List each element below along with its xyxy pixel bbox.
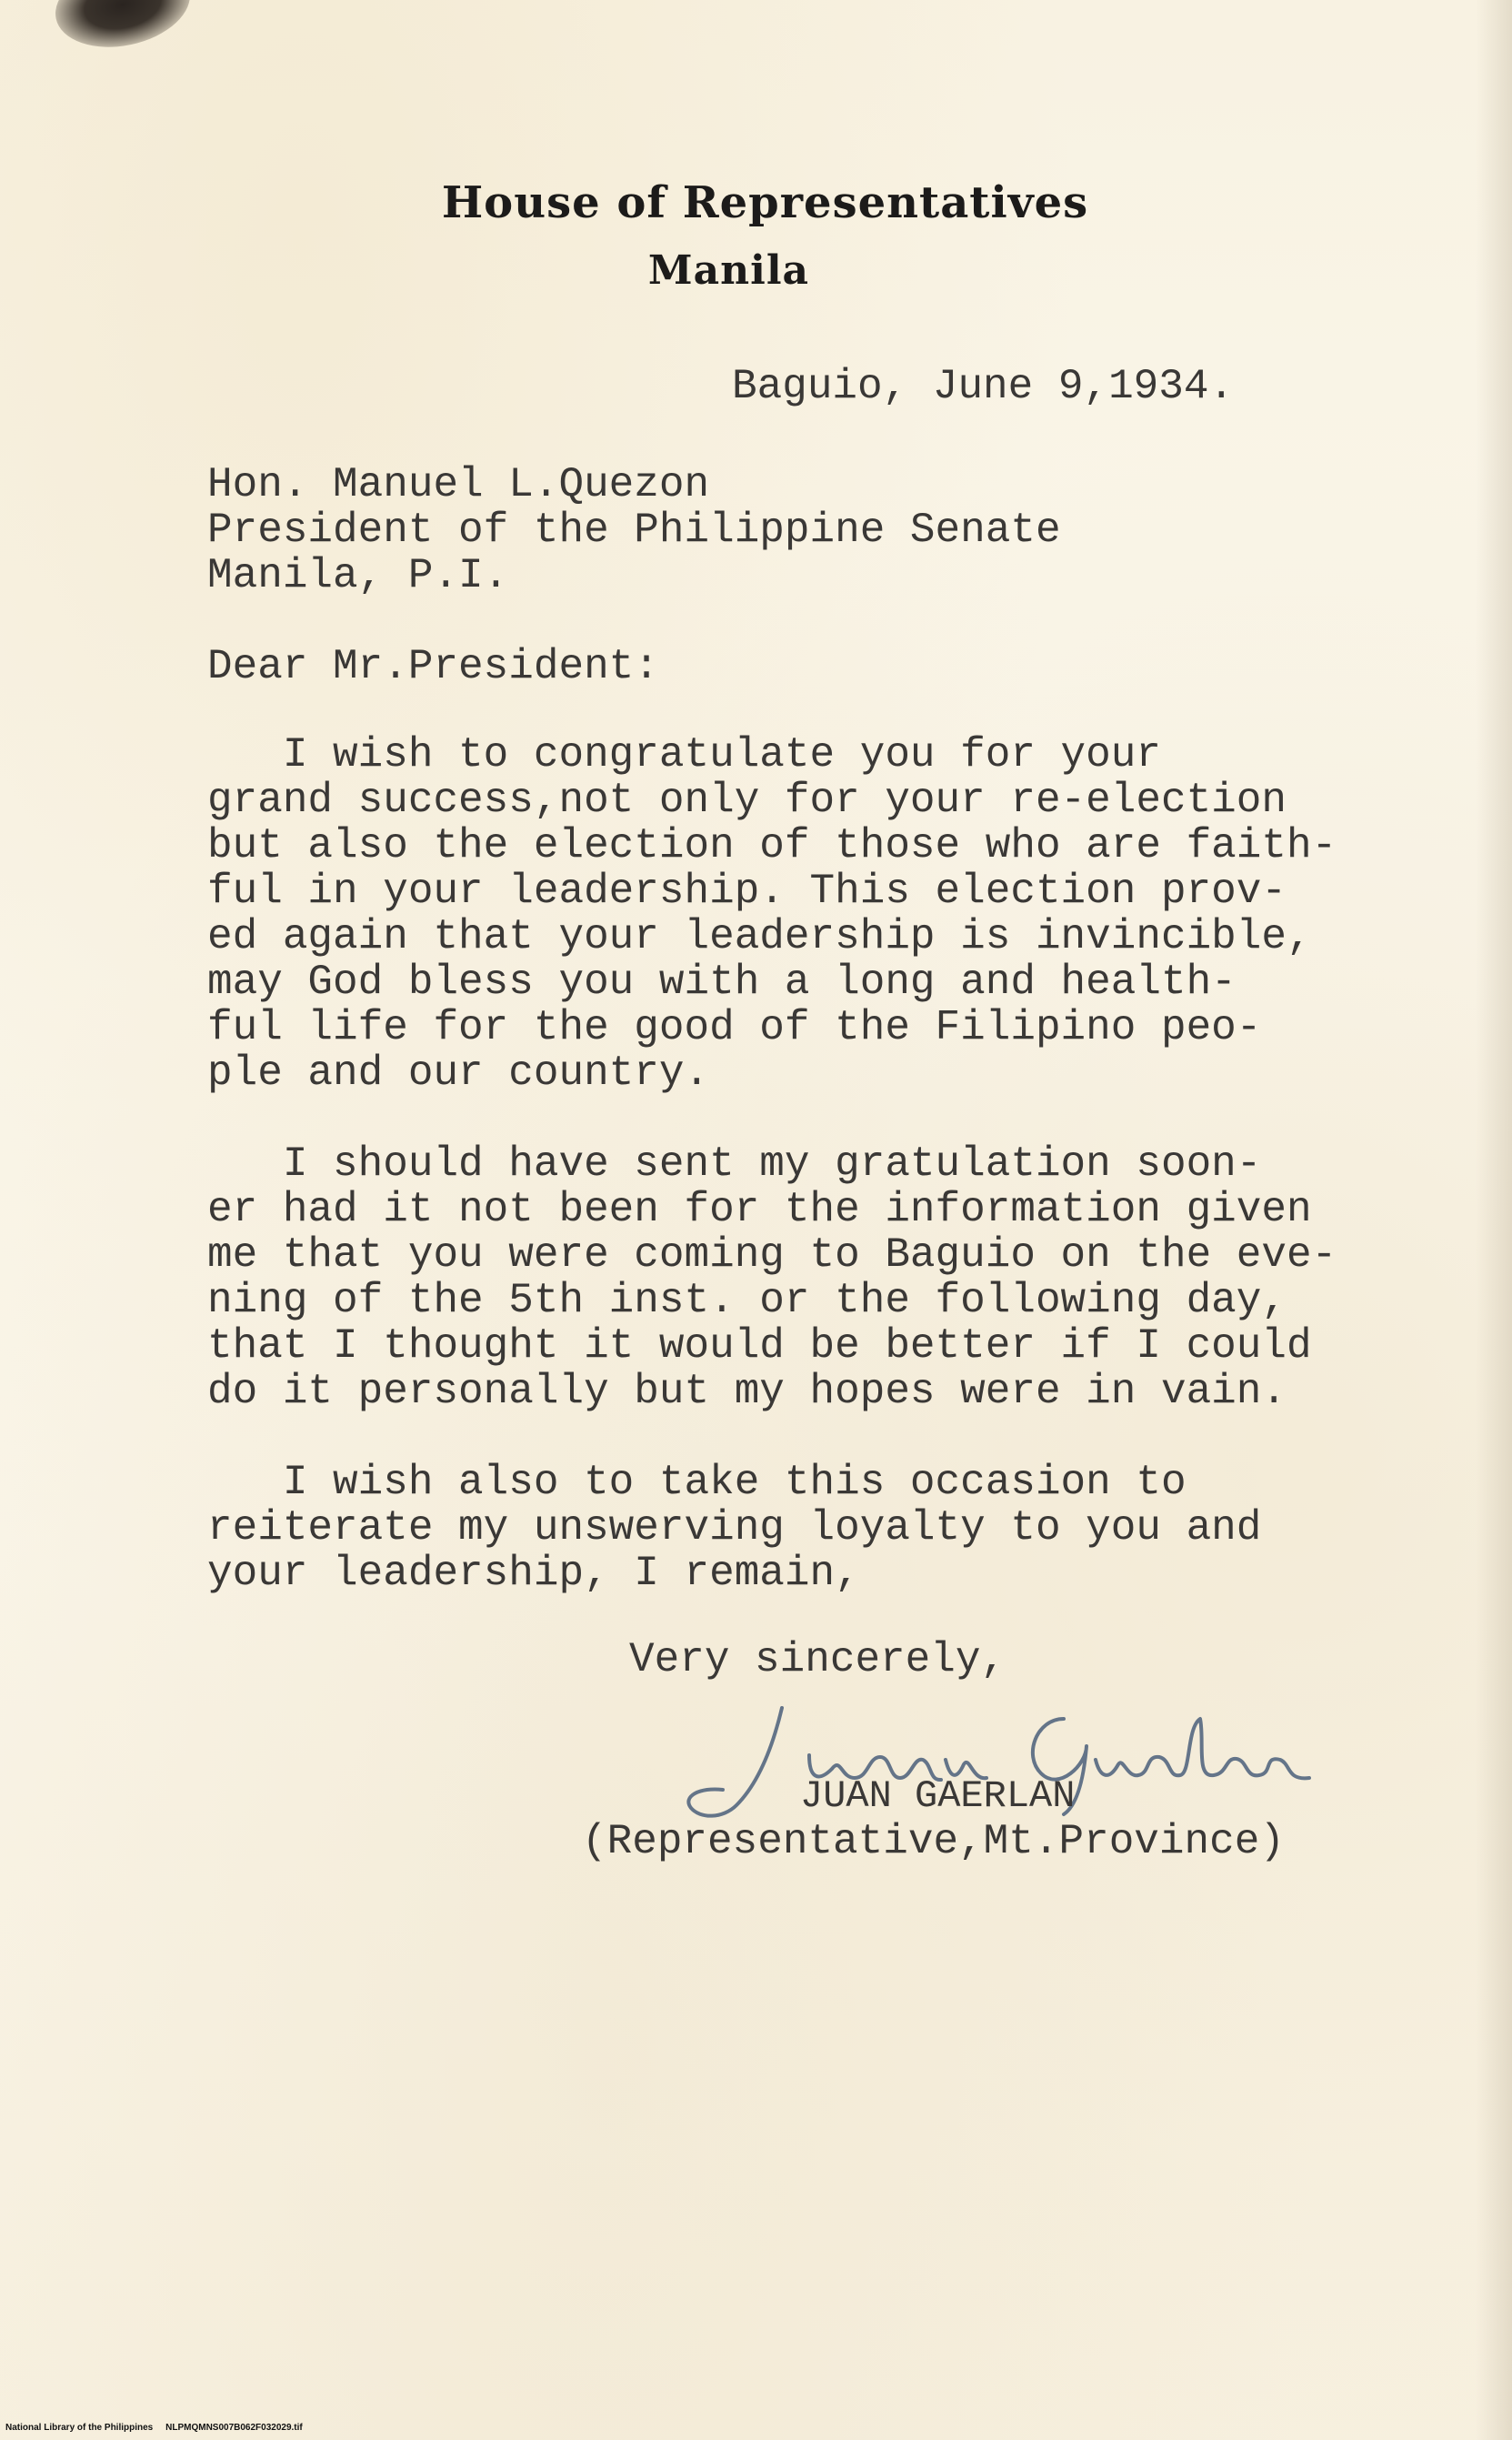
salutation: Dear Mr.President: (207, 643, 659, 690)
body-line: do it personally but my hopes were in vain. (207, 1368, 1287, 1415)
body-line: I should have sent my gratulation soon- (207, 1140, 1262, 1188)
archive-footer: National Library of the Philippines NLPMQMNS007B062F032029.tif (5, 2423, 303, 2433)
signatory-name: JUAN GAERLAN (800, 1774, 1076, 1818)
body-line: ning of the 5th inst. or the following day, (207, 1277, 1287, 1324)
letterhead-city: Manila (647, 247, 810, 294)
recipient-place: Manila, P.I. (207, 552, 509, 599)
body-line: ful in your leadership. This election prov- (207, 868, 1287, 915)
body-line: that I thought it would be better if I could (207, 1322, 1312, 1370)
corner-stain (47, 0, 197, 59)
page-edge-shadow (1476, 0, 1512, 2440)
body-line: may God bless you with a long and health- (207, 959, 1237, 1006)
body-line: ple and our country. (207, 1049, 710, 1097)
recipient-name: Hon. Manuel L.Quezon (207, 461, 710, 508)
body-line: grand success,not only for your re-election (207, 777, 1287, 824)
letterhead-title: House of Representatives (441, 177, 1089, 228)
recipient-title: President of the Philippine Senate (207, 507, 1061, 554)
body-line: ful life for the good of the Filipino peo- (207, 1004, 1262, 1051)
body-line: ed again that your leadership is invincible, (207, 913, 1312, 960)
body-line: but also the election of those who are faith- (207, 822, 1337, 869)
body-line: your leadership, I remain, (207, 1550, 860, 1597)
body-line: er had it not been for the information given (207, 1186, 1312, 1233)
body-line: reiterate my unswerving loyalty to you and (207, 1504, 1262, 1551)
closing: Very sincerely, (629, 1636, 1006, 1683)
signatory-title: (Representative,Mt.Province) (582, 1818, 1285, 1865)
body-line: me that you were coming to Baguio on the eve- (207, 1231, 1337, 1279)
body-line: I wish also to take this occasion to (207, 1459, 1187, 1506)
letter-date: Baguio, June 9,1934. (732, 363, 1235, 410)
body-line: I wish to congratulate you for your (207, 731, 1161, 778)
